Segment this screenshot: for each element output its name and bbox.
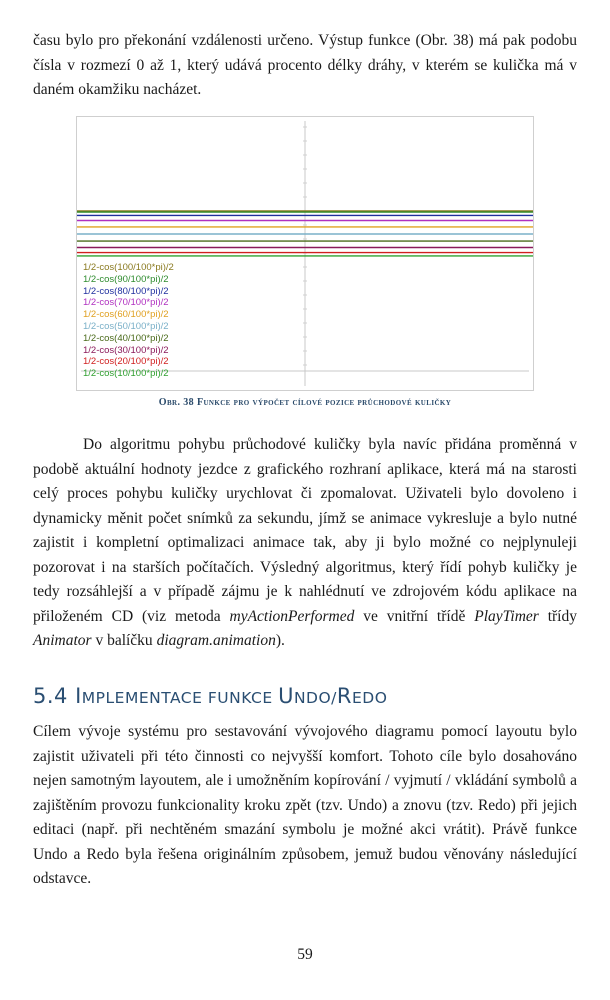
section-number: 5.4 xyxy=(33,684,68,708)
legend-entry: 1/2-cos(40/100*pi)/2 xyxy=(83,332,169,344)
plot-legend xyxy=(83,262,174,380)
legend-entry: 1/2-cos(20/100*pi)/2 xyxy=(83,356,169,368)
class-name-animator: Animator xyxy=(33,632,92,649)
legend-entry: 1/2-cos(80/100*pi)/2 xyxy=(83,285,169,297)
section-title-small-2: NDO/ xyxy=(293,689,337,707)
paragraph-intro: času bylo pro překonání vzdálenosti určeno. Výstup funkce (Obr. 38) má pak podobu čísla v rozmezí 0 až 1, který udává procento délky dráhy, v kterém se kulička má v daném okamžiku nacházet. xyxy=(33,32,577,98)
class-name-playtimer: PlayTimer xyxy=(474,607,539,625)
legend-entry: 1/2-cos(70/100*pi)/2 xyxy=(83,297,169,309)
section-title-cap-u: U xyxy=(278,684,294,708)
section-heading xyxy=(33,684,387,708)
section-title-cap-i: I xyxy=(75,684,82,708)
paragraph-algorithm-text-4: v balíčku xyxy=(91,632,157,649)
legend-entry: 1/2-cos(90/100*pi)/2 xyxy=(83,273,169,285)
section-title-small-3: EDO xyxy=(351,689,388,707)
paragraph-algorithm-text-2: ve vnitřní třídě xyxy=(354,607,475,625)
page-number: 59 xyxy=(297,946,313,963)
section-title-small-1: MPLEMENTACE FUNKCE xyxy=(81,689,279,707)
legend-entry: 1/2-cos(30/100*pi)/2 xyxy=(83,344,169,356)
paragraph-algorithm-text-3: třídy xyxy=(538,607,577,625)
paragraph-undo-redo: Cílem vývoje systému pro sestavování vývojového diagramu pomocí layoutu bylo zajistit uživateli při této činnosti co nejvyšší komfort. Tohoto cíle bylo dosahováno nejen samotným layoutem, ale i umožněním kopírování / vyjmutí / vkládání symbolů a zajištěním provozu funkcionality kroku zpět (tzv. Undo) a znovu (tzv. Redo) při jejich editaci (např. při nechtěném smazání symbolu je možné akci vrátit). Právě funkce Undo a Redo byla řešena originálním způsobem, jemuž budou věnovány následující odstavce. xyxy=(33,723,577,887)
legend-entry: 1/2-cos(10/100*pi)/2 xyxy=(83,368,169,380)
section-title-cap-r: R xyxy=(336,684,352,708)
legend-entry: 1/2-cos(60/100*pi)/2 xyxy=(83,309,169,321)
method-name: myActionPerformed xyxy=(229,607,355,625)
figure-caption: Obr. 38 Funkce pro výpočet cílové pozice průchodové kuličky xyxy=(158,397,452,408)
package-name: diagram.animation xyxy=(156,632,276,649)
function-plot-figure xyxy=(76,116,534,391)
legend-entry: 1/2-cos(50/100*pi)/2 xyxy=(83,320,169,332)
paragraph-algorithm-text-1: Do algoritmu pohybu průchodové kuličky byla navíc přidána proměnná v podobě aktuální hodnoty jezdce z grafického rozhraní aplikace, která má na starosti celý proces pohybu kuličky urychlovat či zpomalovat. Uživateli bylo dovoleno i dynamicky měnit počet snímků za sekundu, jímž se animace vykresluje a bylo nutné zajistit i kompletní optimalizaci animace tak, aby ji bylo možné co nejplynuleji pozorovat i na starších počítačích. Výsledný algoritmus, který řídí pohyb kuličky je tedy rozsáhlejší a v případě zájmu je k nahlédnutí ve zdrojovém kódu aplikace na přiloženém CD (viz metoda xyxy=(33,436,577,625)
paragraph-algorithm xyxy=(33,433,577,654)
legend-entry: 1/2-cos(100/100*pi)/2 xyxy=(83,262,174,273)
paragraph-algorithm-text-5: ). xyxy=(275,632,285,649)
